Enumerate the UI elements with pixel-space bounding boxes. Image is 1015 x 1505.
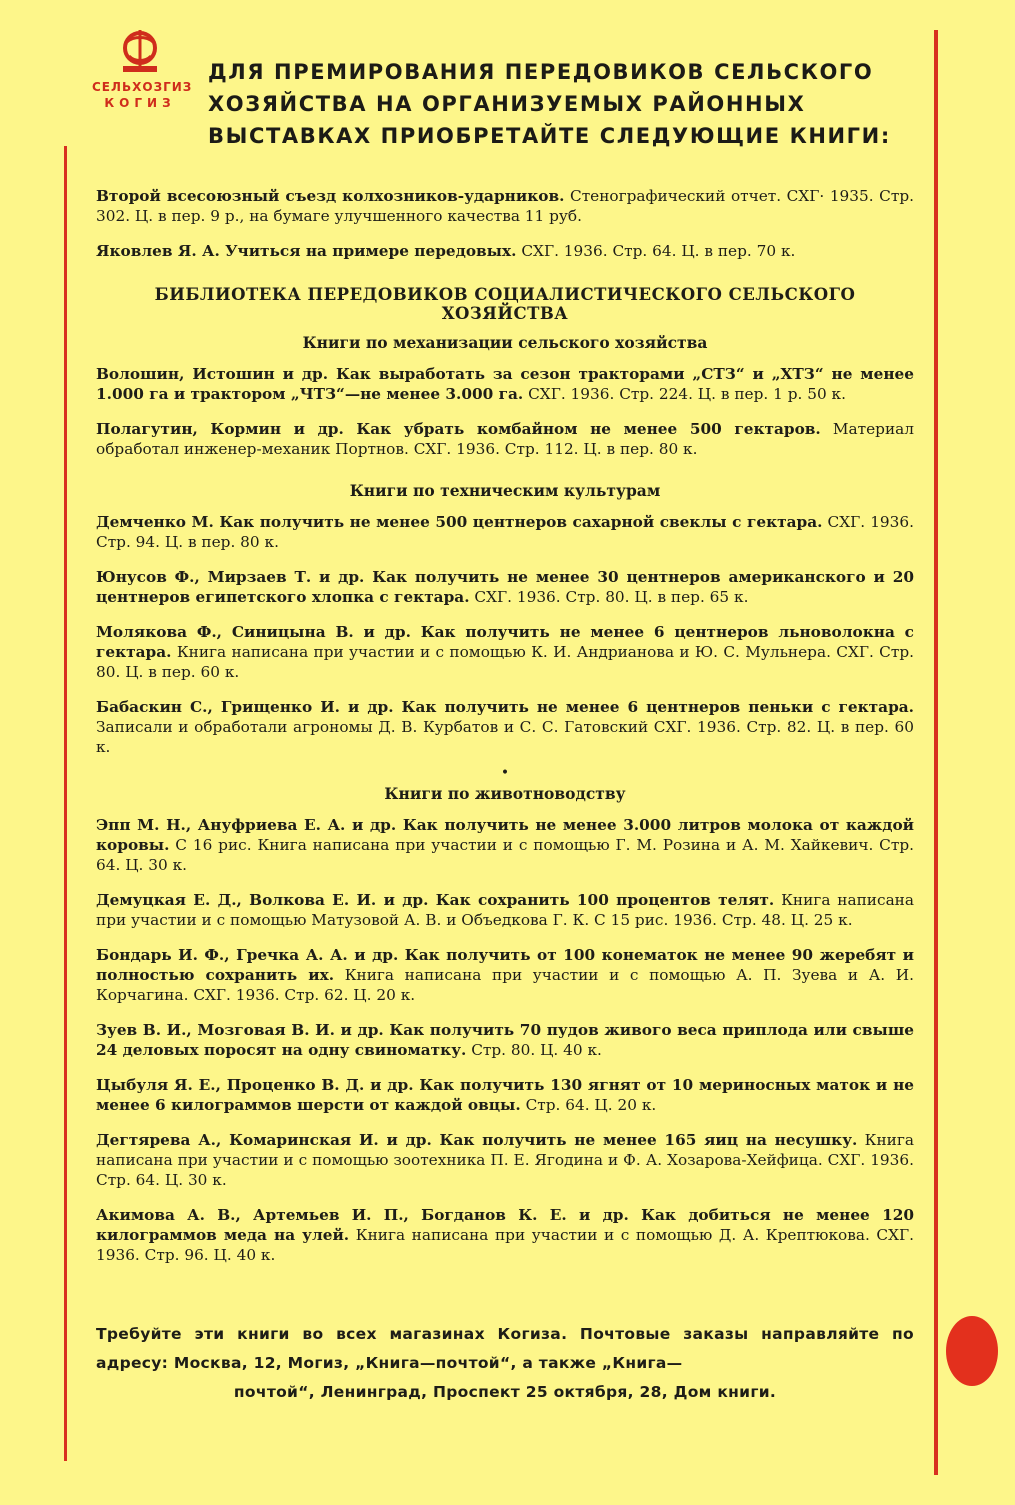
book-title: Яковлев Я. А. Учиться на примере передовых.	[96, 242, 517, 260]
book-title: Бабаскин С., Грищенко И. и др. Как получить не менее 6 центнеров пеньки с гектара.	[96, 698, 914, 716]
left-red-rule	[64, 146, 67, 1461]
footer-line-1: Требуйте эти книги во всех магазинах Когиза. Почтовые заказы направляйте по адресу: Москва, 12, Могиз, „Книга—почтой“, а также „Книга—	[96, 1325, 914, 1372]
book-title: Бондарь И. Ф., Гречка А. А. и др. Как получить от 100 конематок не менее 90 жеребят и полностью сохранить их.	[96, 946, 914, 984]
book-entry	[96, 241, 914, 261]
book-title: Цыбуля Я. Е., Проценко В. Д. и др. Как получить 130 ягнят от 10 мериносных маток и не менее 6 килограммов шерсти от каждой овцы.	[96, 1076, 914, 1114]
section-title-livestock: Книги по животноводству	[384, 784, 626, 803]
book-details: Книга написана при участии и с помощью зоотехника П. Е. Ягодина и Ф. А. Хозарова-Хейфица. СХГ. 1936. Стр. 64. Ц. 30 к.	[96, 1131, 914, 1189]
book-details: Книга написана при участии и с помощью Матузовой А. В. и Объедкова Г. К. С 15 рис. 1936. Стр. 48. Ц. 25 к.	[96, 891, 915, 929]
book-entry	[96, 890, 914, 930]
book-title: Молякова Ф., Синицына В. и др. Как получить не менее 6 центнеров льноволокна с гектара.	[96, 623, 914, 661]
book-title: Демуцкая Е. Д., Волкова Е. И. и др. Как сохранить 100 процентов телят.	[96, 891, 775, 909]
book-title: Эпп М. Н., Ануфриева Е. А. и др. Как получить не менее 3.000 литров молока от каждой коровы.	[96, 816, 914, 854]
book-entry	[96, 1075, 914, 1115]
logo-text-kogiz: КОГИЗ	[104, 96, 176, 110]
book-entry	[96, 186, 914, 226]
book-details: Стр. 64. Ц. 20 к.	[525, 1096, 657, 1114]
section-title-mechanization: Книги по механизации сельского хозяйства	[302, 333, 708, 352]
book-list	[96, 186, 914, 1280]
book-title: Демченко М. Как получить не менее 500 центнеров сахарной свеклы с гектара.	[96, 513, 823, 531]
book-title: Волошин, Истошин и др. Как выработать за сезон тракторами „СТЗ“ и „ХТЗ“ не менее 1.000 га и трактором „ЧТЗ“—не менее 3.000 га.	[96, 365, 914, 403]
red-dot-mark	[946, 1316, 998, 1386]
book-entry	[96, 567, 914, 607]
book-details: Стенографический отчет. СХГ· 1935. Стр. 302. Ц. в пер. 9 р., на бумаге улучшенного качества 11 руб.	[96, 187, 914, 225]
headline-line-1: ДЛЯ ПРЕМИРОВАНИЯ ПЕРЕДОВИКОВ СЕЛЬСКОГО	[208, 60, 874, 84]
book-entry	[96, 945, 914, 1005]
book-title: Полагутин, Кормин и др. Как убрать комбайном не менее 500 гектаров.	[96, 420, 821, 438]
logo-text-selkhozgiz: СЕЛЬХОЗГИЗ	[92, 80, 193, 94]
headline-line-3: ВЫСТАВКАХ ПРИОБРЕТАЙТЕ СЛЕДУЮЩИЕ КНИГИ:	[208, 124, 891, 148]
book-title: Акимова А. В., Артемьев И. П., Богданов К. Е. и др. Как добиться не менее 120 килограммов меда на улей.	[96, 1206, 914, 1244]
book-entry	[96, 622, 914, 682]
book-entry	[96, 364, 914, 404]
book-title: Второй всесоюзный съезд колхозников-ударников.	[96, 187, 565, 205]
book-details: Книга написана при участии и с помощью К. И. Андрианова и Ю. С. Мульнера. СХГ. Стр. 80. Ц. в пер. 60 к.	[96, 643, 914, 681]
headline	[208, 56, 908, 152]
book-details: СХГ. 1936. Стр. 94. Ц. в пер. 80 к.	[96, 513, 914, 551]
book-entry	[96, 512, 914, 552]
emblem-icon	[117, 26, 163, 76]
book-title: Зуев В. И., Мозговая В. И. и др. Как получить 70 пудов живого веса приплода или свыше 24 деловых поросят на одну свиноматку.	[96, 1021, 914, 1059]
library-title: БИБЛИОТЕКА ПЕРЕДОВИКОВ СОЦИАЛИСТИЧЕСКОГО СЕЛЬСКОГО ХОЗЯЙСТВА	[154, 285, 856, 323]
book-details: СХГ. 1936. Стр. 224. Ц. в пер. 1 р. 50 к.	[528, 385, 846, 403]
order-info-footer	[96, 1320, 914, 1407]
book-entry	[96, 1205, 914, 1265]
book-title: Юнусов Ф., Мирзаев Т. и др. Как получить не менее 30 центнеров американского и 20 центнеров египетского хлопка с гектара.	[96, 568, 914, 606]
section-title-technical-crops: Книги по техническим культурам	[349, 481, 661, 500]
book-details: Стр. 80. Ц. 40 к.	[471, 1041, 602, 1059]
book-details: Книга написана при участии и с помощью А. П. Зуева и А. И. Корчагина. СХГ. 1936. Стр. 62. Ц. 20 к.	[96, 966, 914, 1004]
book-details: С 16 рис. Книга написана при участии и с помощью Г. М. Розина и А. М. Хайкевич. Стр. 64. Ц. 30 к.	[96, 836, 914, 874]
book-details: СХГ. 1936. Стр. 80. Ц. в пер. 65 к.	[474, 588, 749, 606]
book-details: Книга написана при участии и с помощью Д. А. Крептюкова. СХГ. 1936. Стр. 96. Ц. 40 к.	[96, 1226, 914, 1264]
book-entry	[96, 815, 914, 875]
book-title: Дегтярева А., Комаринская И. и др. Как получить не менее 165 яиц на несушку.	[96, 1131, 858, 1149]
right-red-rule	[934, 30, 938, 1475]
book-details: Материал обработал инженер-механик Портнов. СХГ. 1936. Стр. 112. Ц. в пер. 80 к.	[96, 420, 914, 458]
book-entry	[96, 419, 914, 459]
book-entry	[96, 697, 914, 757]
book-entry	[96, 1130, 914, 1190]
headline-line-2: ХОЗЯЙСТВА НА ОРГАНИЗУЕМЫХ РАЙОННЫХ	[208, 92, 806, 116]
book-details: СХГ. 1936. Стр. 64. Ц. в пер. 70 к.	[521, 242, 796, 260]
publisher-logo	[92, 26, 193, 110]
footer-line-2: почтой“, Ленинград, Проспект 25 октября, 28, Дом книги.	[233, 1383, 777, 1401]
book-details: Записали и обработали агрономы Д. В. Курбатов и С. С. Гатовский СХГ. 1936. Стр. 82. Ц. в пер. 60 к.	[96, 718, 914, 756]
divider-dot: •	[500, 765, 510, 781]
book-entry	[96, 1020, 914, 1060]
